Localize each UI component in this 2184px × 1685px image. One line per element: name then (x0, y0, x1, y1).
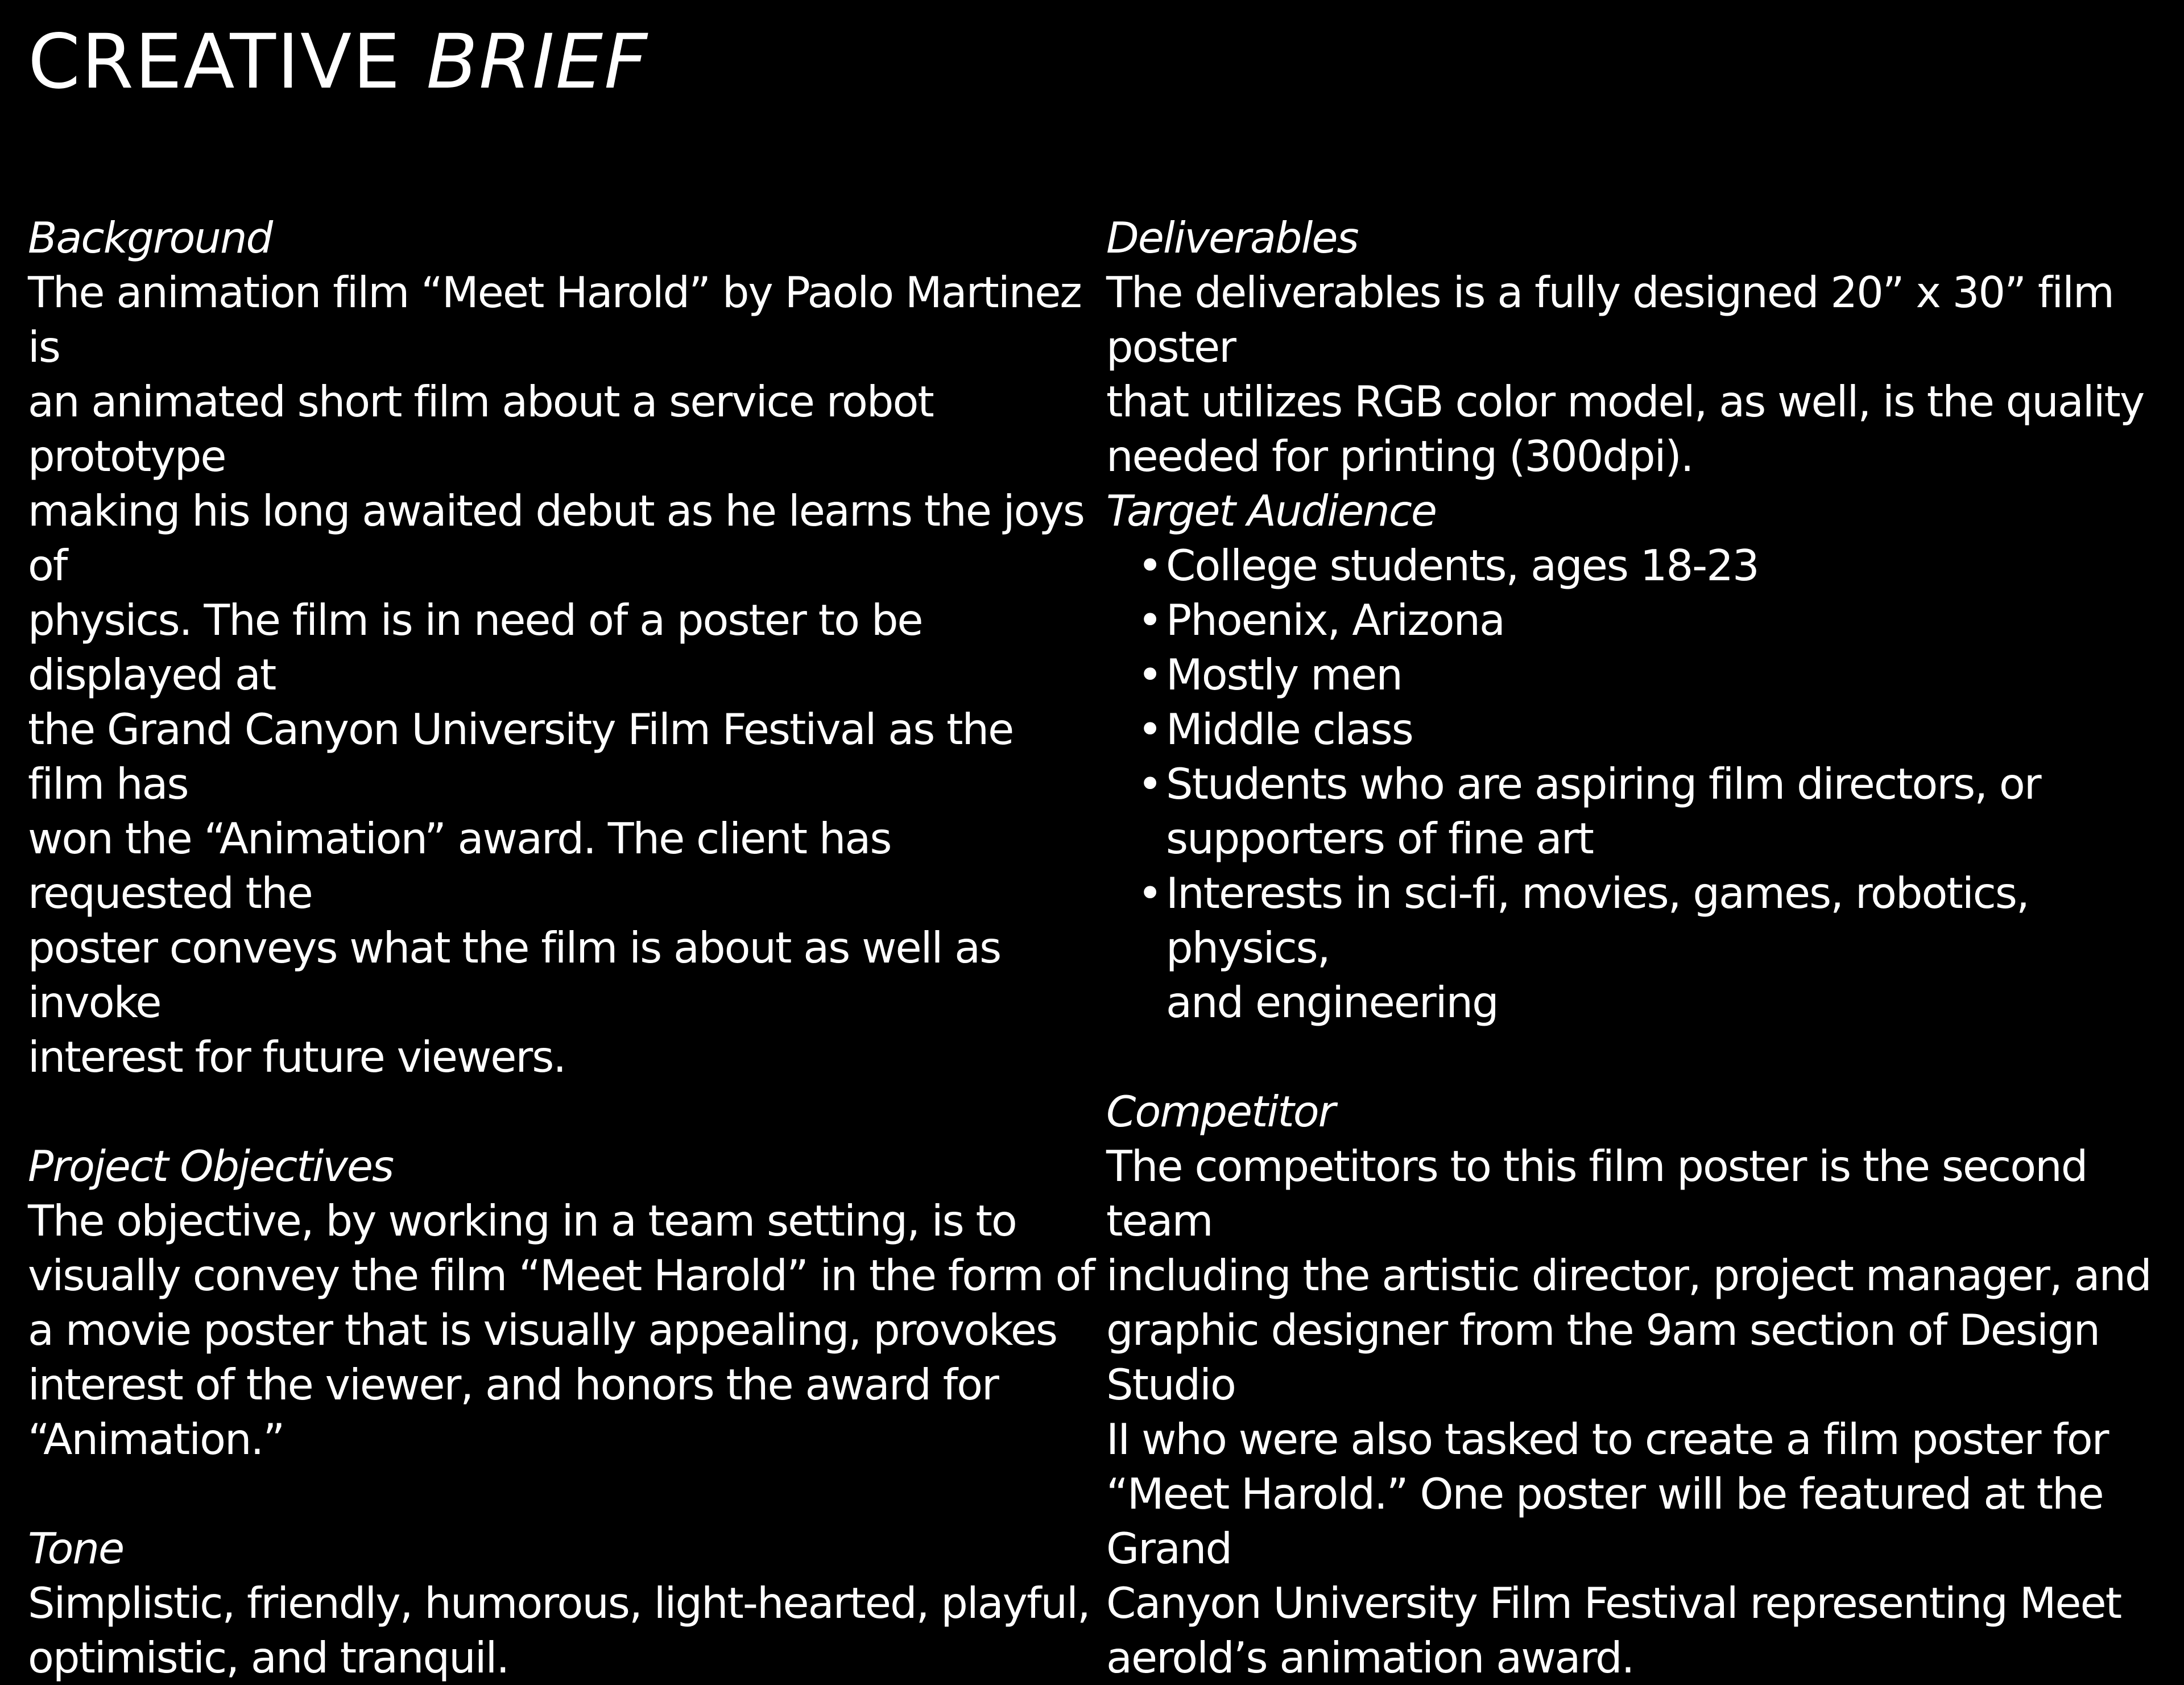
title-main: CREATIVE (28, 18, 402, 106)
audience-heading: Target Audience (1106, 486, 1437, 536)
background-body: The animation film “Meet Harold” by Paolo Martinez is an animated short film about a service robot prototype making his long awaited debut as he learns the joys of physics. The film is in need of a poster to be displayed at the Grand Canyon University Film Festival as the film has won the “Animation” award. The client has requested the poster conveys what the film is about as well as invoke interest for future viewers. (28, 267, 1084, 1082)
objectives-section (28, 1139, 1097, 1467)
list-item-text: Mostly men (1166, 650, 1402, 700)
title-emphasis: BRIEF (426, 18, 649, 106)
bullet-icon: • (1138, 540, 1162, 590)
list-item-text: Students who are aspiring film directors, or supporters of fine art (1166, 759, 2041, 864)
list-item (1138, 647, 2170, 702)
list-item-text: College students, ages 18-23 (1166, 540, 1759, 590)
list-item (1138, 702, 2170, 757)
list-item (1138, 593, 2170, 647)
bullet-icon: • (1138, 868, 1162, 918)
page-title (28, 17, 648, 107)
audience-section (1106, 484, 2170, 1030)
bullet-icon: • (1138, 650, 1162, 700)
deliverables-body: The deliverables is a fully designed 20” x 30” film poster that utilizes RGB color model, as well, is the quality needed for printing (300dpi). (1106, 267, 2144, 481)
deliverables-section (1106, 210, 2170, 484)
tone-body: Simplistic, friendly, humorous, light-hearted, playful, optimistic, and tranquil. (28, 1578, 1090, 1683)
objectives-heading: Project Objectives (28, 1141, 394, 1191)
background-section (28, 210, 1097, 1084)
list-item (1138, 866, 2170, 1030)
list-item-text: Phoenix, Arizona (1166, 595, 1504, 645)
deliverables-heading: Deliverables (1106, 213, 1358, 263)
background-heading: Background (28, 213, 272, 263)
tone-section (28, 1521, 1097, 1685)
list-item (1138, 538, 2170, 593)
tone-heading: Tone (28, 1523, 124, 1574)
competitor-section (1106, 1084, 2170, 1685)
bullet-icon: • (1138, 759, 1162, 809)
objectives-body: The objective, by working in a team setting, is to visually convey the film “Meet Harold” in the form of a movie poster that is visually appealing, provokes interest of the viewer, and honors the award for “Animation.” (28, 1196, 1094, 1464)
competitor-body: The competitors to this film poster is the second team including the artistic director, project manager, and graphic designer from the 9am section of Design Studio II who were also tasked to create a film poster for “Meet Harold.” One poster will be featured at the Grand Canyon University Film Festival representing Meet aerold’s animation award. (1106, 1141, 2151, 1683)
bullet-icon: • (1138, 704, 1162, 754)
bullet-icon: • (1138, 595, 1162, 645)
list-item-text: Interests in sci-fi, movies, games, robotics, physics, and engineering (1166, 868, 2029, 1027)
audience-list (1106, 538, 2170, 1030)
left-column (28, 210, 1097, 1685)
competitor-heading: Competitor (1106, 1087, 1335, 1137)
right-column (1106, 210, 2170, 1685)
list-item-text: Middle class (1166, 704, 1413, 754)
list-item (1138, 757, 2170, 866)
